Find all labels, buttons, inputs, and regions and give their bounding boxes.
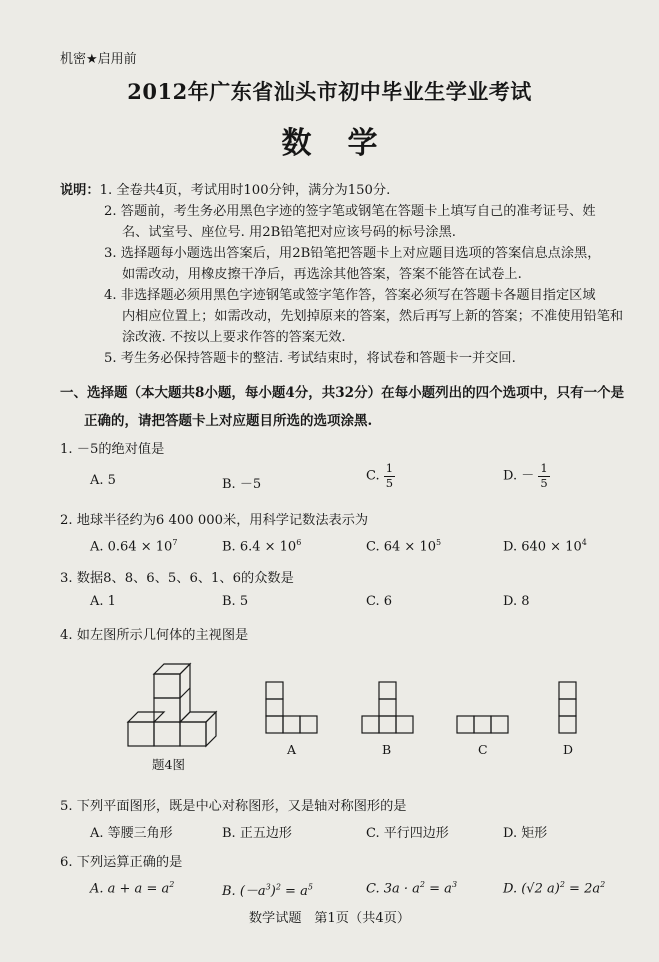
q1-option-d-prefix: D. －: [503, 468, 535, 484]
q5-option-b[interactable]: B. 正五边形: [222, 826, 292, 841]
question-1-stem: 1. －5的绝对值是: [60, 442, 165, 457]
q3-option-d[interactable]: D. 8: [503, 594, 530, 609]
section-heading-line2: 正确的，请把答题卡上对应题目所选的选项涂黑.: [84, 413, 373, 429]
q1-option-c-fraction: $\frac{1}{5}$: [385, 461, 394, 490]
instruction-4: 4. 非选择题必须用黑色字迹钢笔或签字笔作答，答案必须写在答题卡各题目指定区域: [104, 288, 596, 303]
q4-option-a-view[interactable]: [264, 680, 320, 736]
instructions: [60, 180, 650, 369]
q2-option-a[interactable]: A. $0.64 \times 10^7$: [90, 538, 178, 555]
q5-option-c[interactable]: C. 平行四边形: [366, 826, 449, 841]
question-6-stem: 6. 下列运算正确的是: [60, 855, 183, 870]
q4-option-d-view[interactable]: [557, 680, 579, 736]
question-2-stem: 2. 地球半径约为6 400 000米，用科学记数法表示为: [60, 513, 369, 528]
instruction-2: 2. 答题前，考生务必用黑色字迹的签字笔或钢笔在答题卡上填写自己的准考证号、姓: [104, 204, 596, 219]
q2-option-b[interactable]: B. $6.4 \times 10^6$: [222, 538, 302, 555]
q6-option-a[interactable]: A. $a + a = a^2$: [90, 880, 175, 897]
section-heading: [60, 379, 640, 435]
question-3-stem: 3. 数据8、8、6、5、6、1、6的众数是: [60, 571, 294, 586]
q2-option-d[interactable]: D. $640 \times 10^4$: [503, 538, 587, 555]
instruction-4-cont2: 涂改液. 不按以上要求作答的答案无效.: [122, 330, 346, 345]
q6-option-c[interactable]: C. $3a \cdot a^2 = a^3$: [366, 880, 458, 897]
page-footer: 数学试题 第1页（共4页）: [248, 911, 411, 926]
instruction-4-cont: 内相应位置上；如需改动，先划掉原来的答案，然后再写上新的答案；不准使用铅笔和: [122, 309, 624, 324]
instruction-2-cont: 名、试室号、座位号. 用2B铅笔把对应该号码的标号涂黑.: [122, 225, 456, 240]
q6-option-b[interactable]: B. $(-a^3)^2 = a^5$: [222, 882, 313, 899]
instructions-label: 说明：: [60, 183, 100, 198]
section-heading-line1: 一、选择题（本大题共8小题，每小题4分，共32分）在每小题列出的四个选项中，只有一个是: [60, 385, 625, 401]
q6-option-d[interactable]: D. (√2 $a)^2 = 2a^2$: [503, 880, 606, 897]
q1-option-a[interactable]: A. 5: [90, 473, 116, 488]
q4-option-d[interactable]: D: [563, 742, 574, 757]
exam-title: 2012年广东省汕头市初中毕业生学业考试: [127, 79, 532, 104]
q3-option-a[interactable]: A. 1: [90, 594, 116, 609]
q2-option-c[interactable]: C. $64 \times 10^5$: [366, 538, 442, 555]
q1-option-d-fraction: $\frac{1}{5}$: [540, 461, 548, 490]
q4-solid-figure: [118, 652, 228, 750]
q5-option-a[interactable]: A. 等腰三角形: [90, 826, 173, 841]
q4-option-c-view[interactable]: [455, 714, 511, 736]
q1-option-c[interactable]: [366, 463, 395, 489]
subject-title: 数学: [281, 126, 414, 161]
q3-option-b[interactable]: B. 5: [222, 594, 249, 609]
q5-option-d[interactable]: D. 矩形: [503, 826, 548, 841]
question-4-stem: 4. 如左图所示几何体的主视图是: [60, 628, 249, 643]
q4-option-c[interactable]: C: [478, 742, 488, 757]
q4-option-b-view[interactable]: [360, 680, 416, 736]
q4-option-b[interactable]: B: [382, 742, 392, 757]
q4-figure-label: 题4图: [152, 757, 185, 772]
q1-option-c-prefix: C.: [366, 468, 380, 484]
q1-option-b[interactable]: B. －5: [222, 477, 262, 492]
question-5-stem: 5. 下列平面图形，既是中心对称图形，又是轴对称图形的是: [60, 799, 407, 814]
instruction-3-cont: 如需改动，用橡皮擦干净后，再选涂其他答案，答案不能答在试卷上.: [122, 267, 522, 282]
instruction-1: 1. 全卷共4页，考试用时100分钟，满分为150分.: [99, 183, 391, 198]
instruction-5: 5. 考生务必保持答题卡的整洁. 考试结束时，将试卷和答题卡一并交回.: [104, 351, 516, 366]
q4-option-a[interactable]: A: [287, 742, 297, 757]
q1-option-d[interactable]: [503, 463, 550, 489]
instruction-3: 3. 选择题每小题选出答案后，用2B铅笔把答题卡上对应题目选项的答案信息点涂黑，: [104, 246, 601, 261]
secret-label: 机密★启用前: [60, 52, 137, 67]
q3-option-c[interactable]: C. 6: [366, 594, 393, 609]
